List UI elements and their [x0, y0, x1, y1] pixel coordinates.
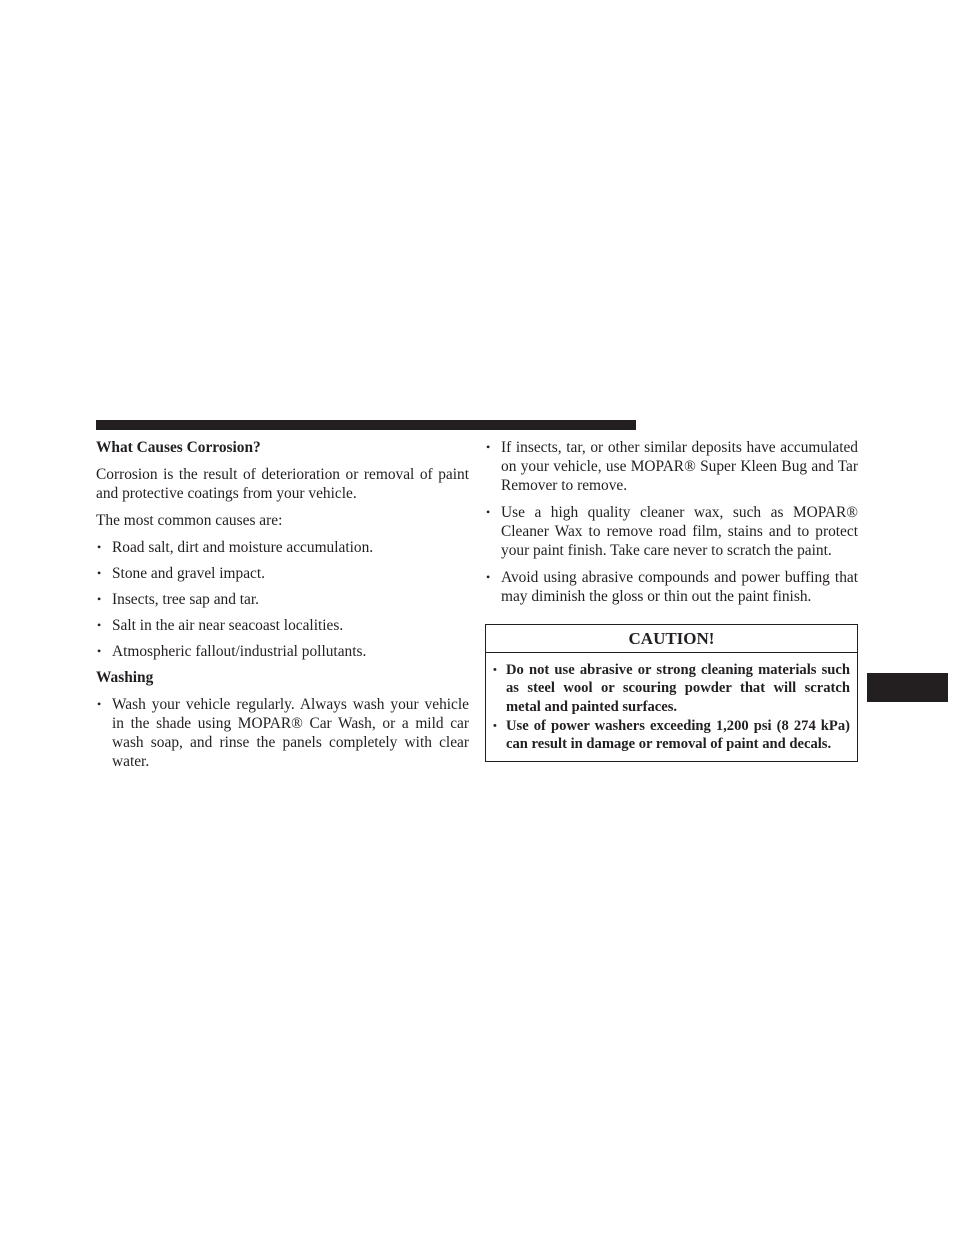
bullet-icon: •	[493, 719, 497, 732]
right-column	[485, 438, 858, 614]
paragraph-common-causes: The most common causes are:	[96, 512, 283, 529]
paragraph-corrosion-definition: Corrosion is the result of deterioration or removal of paint and protective coatings from your vehicle.	[96, 466, 469, 502]
heading-what-causes-corrosion: What Causes Corrosion?	[96, 439, 261, 456]
list-item: • Stone and gravel impact.	[97, 565, 266, 582]
bullet-icon: •	[97, 644, 102, 658]
bullet-icon: •	[493, 664, 497, 676]
list-item: • Use a high quality cleaner wax, such as MOPAR® Cleaner Wax to remove road film, stains and to protect your paint finish. Take care never to scratch the paint.	[486, 504, 858, 559]
bullet-icon: •	[97, 540, 102, 554]
list-item: • Do not use abrasive or strong cleaning materials such as steel wool or scouring powder that will scratch metal and painted surfaces.	[493, 662, 850, 715]
bullet-icon: •	[486, 505, 491, 519]
care-tips-list	[485, 438, 858, 606]
list-item: • Use of power washers exceeding 1,200 psi (8 274 kPa) can result in damage or removal of paint and decals.	[493, 717, 850, 753]
list-item: • Road salt, dirt and moisture accumulation.	[97, 539, 374, 556]
heading-washing: Washing	[96, 669, 154, 686]
bullet-icon: •	[97, 566, 102, 580]
bullet-icon: •	[97, 697, 102, 711]
bullet-icon: •	[97, 618, 102, 632]
list-item: • Avoid using abrasive compounds and power buffing that may diminish the gloss or thin out the paint finish.	[486, 569, 858, 605]
list-item: • Insects, tree sap and tar.	[97, 591, 260, 608]
list-item: • Wash your vehicle regularly. Always wash your vehicle in the shade using MOPAR® Car Wash, or a mild car wash soap, and rinse the panels completely with clear water.	[97, 696, 469, 770]
bullet-icon: •	[486, 570, 491, 584]
chapter-thumb-tab	[867, 673, 948, 702]
list-item: • If insects, tar, or other similar deposits have accumulated on your vehicle, use MOPAR® Super Kleen Bug and Tar Remover to remove.	[486, 439, 858, 494]
caution-title: CAUTION!	[486, 625, 857, 653]
list-item: • Salt in the air near seacoast localities.	[97, 617, 344, 634]
caution-list	[486, 653, 857, 753]
caution-box	[485, 624, 858, 762]
list-item: • Atmospheric fallout/industrial pollutants.	[97, 643, 367, 660]
washing-list	[96, 695, 469, 771]
causes-list	[96, 538, 469, 661]
bullet-icon: •	[97, 592, 102, 606]
bullet-icon: •	[486, 440, 491, 454]
left-column	[96, 438, 469, 778]
section-rule	[96, 420, 636, 430]
